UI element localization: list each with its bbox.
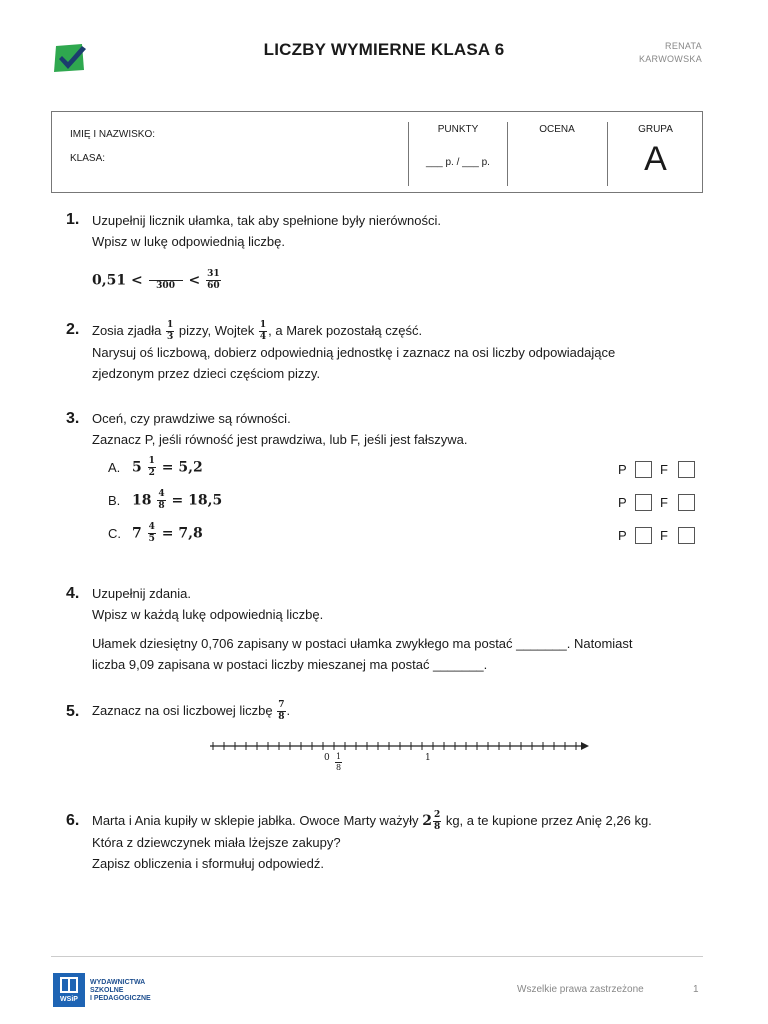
q3-c-true-checkbox[interactable] xyxy=(635,527,652,544)
q4-line4: liczba 9,09 zapisana w postaci liczby mieszanej ma postać _______. xyxy=(92,657,488,672)
q3-item-letter: A. xyxy=(108,460,121,475)
q5-frac-num: 7 xyxy=(278,700,285,711)
q3-b-den: 8 xyxy=(158,501,165,511)
q2-f2-den: 4 xyxy=(259,332,267,343)
q3-b-rhs: = 18,5 xyxy=(171,492,223,509)
author-first-name: RENATA xyxy=(665,41,702,51)
q6-line3: Zapisz obliczenia i sformułuj odpowiedź. xyxy=(92,856,324,872)
number-line[interactable] xyxy=(205,736,595,776)
unit-num: 1 xyxy=(336,752,342,761)
q3-a-false-checkbox[interactable] xyxy=(678,461,695,478)
q3-a-whole: 5 xyxy=(132,459,142,476)
q1-number: 1. xyxy=(66,211,80,228)
q2-f1-num: 1 xyxy=(167,320,174,331)
q2-f1-den: 3 xyxy=(167,332,174,343)
q1-denominator: 300 xyxy=(156,281,175,291)
q2-text-3: , a Marek pozostałą część. xyxy=(268,323,423,338)
author xyxy=(639,40,702,66)
p-label: P xyxy=(618,495,627,510)
q1-fraction xyxy=(206,270,221,291)
q4-line2: Wpisz w każdą lukę odpowiednią liczbę. xyxy=(92,607,324,622)
q3-item-letter: C. xyxy=(108,526,121,541)
q1-line1: Uzupełnij licznik ułamka, tak aby spełnione były nierówności. xyxy=(92,213,442,228)
q3-line1: Oceń, czy prawdziwe są równości. xyxy=(92,411,291,426)
q1-left: 0,51 < xyxy=(92,272,143,289)
points-label: PUNKTY xyxy=(437,124,479,135)
f-label: F xyxy=(660,462,668,477)
publisher-name xyxy=(90,979,151,1003)
q6-whole: 2 xyxy=(422,813,432,829)
publisher-line3: I PEDAGOGICZNE xyxy=(90,995,151,1002)
q4-sentences xyxy=(92,633,633,675)
name-label: IMIĘ I NAZWISKO: xyxy=(70,129,156,140)
q3-a-rhs: = 5,2 xyxy=(161,459,203,476)
q3-item-a xyxy=(108,457,704,483)
q2-text xyxy=(92,320,615,384)
number-line-unit-fraction xyxy=(335,753,342,772)
q5-tail: . xyxy=(286,703,291,718)
q5-fraction xyxy=(277,701,285,722)
q3-item-expression xyxy=(132,490,222,511)
q4-line3: Ułamek dziesiętny 0,706 zapisany w postaci ułamka zwykłego ma postać _______. Natomiast xyxy=(92,636,633,651)
q3-item-c xyxy=(108,523,704,549)
q5-number: 5. xyxy=(66,703,80,720)
q6-text-1: Marta i Ania kupiły w sklepie jabłka. Owoce Marty ważyły xyxy=(92,813,419,828)
q6-text-2: kg, a te kupione przez Anię 2,26 kg. xyxy=(445,813,652,828)
q3-line2: Zaznacz P, jeśli równość jest prawdziwa, lub F, jeśli jest fałszywa. xyxy=(92,432,468,447)
q2-fraction-zosia xyxy=(166,321,174,342)
q3-c-false-checkbox[interactable] xyxy=(678,527,695,544)
publisher-line1: WYDAWNICTWA xyxy=(90,979,146,986)
q4-text xyxy=(92,583,323,625)
q1-inequality xyxy=(92,270,222,291)
grade-label: OCENA xyxy=(539,124,575,135)
q3-text xyxy=(92,408,467,450)
q4-line1: Uzupełnij zdania. xyxy=(92,586,192,601)
p-label: P xyxy=(618,528,627,543)
q3-item-expression xyxy=(132,457,203,478)
student-info-box xyxy=(51,111,703,193)
page-title: LICZBY WYMIERNE KLASA 6 xyxy=(263,40,505,59)
q6-number: 6. xyxy=(66,812,80,829)
q2-f2-num: 1 xyxy=(259,320,267,331)
author-last-name: KARWOWSKA xyxy=(638,54,702,64)
q1-blank-fraction[interactable] xyxy=(149,270,183,291)
q6-frac-num: 2 xyxy=(433,810,441,821)
f-label: F xyxy=(660,528,668,543)
q3-a-num: 1 xyxy=(148,456,155,466)
class-label: KLASA: xyxy=(70,153,106,164)
q1-line2: Wpisz w lukę odpowiednią liczbę. xyxy=(92,234,285,249)
number-line-zero-label: 0 xyxy=(324,753,330,763)
q3-a-den: 2 xyxy=(148,468,155,478)
q1-mid: < xyxy=(188,272,201,289)
q3-b-num: 4 xyxy=(158,489,165,499)
q2-number: 2. xyxy=(66,321,80,338)
group-value: A xyxy=(644,140,667,178)
q4-number: 4. xyxy=(66,585,80,602)
footer-divider xyxy=(51,956,703,957)
q3-c-num: 4 xyxy=(148,522,155,532)
points-value: ___ p. / ___ p. xyxy=(426,157,490,168)
q2-fraction-wojtek xyxy=(259,321,267,342)
q6-text xyxy=(92,810,652,874)
q3-item-letter: B. xyxy=(108,493,121,508)
q3-a-true-checkbox[interactable] xyxy=(635,461,652,478)
q3-c-den: 5 xyxy=(148,534,155,544)
q6-fraction xyxy=(433,811,441,832)
wsip-logo-icon xyxy=(53,973,85,1007)
q5-frac-den: 8 xyxy=(278,712,285,723)
page-number: 1 xyxy=(693,984,699,995)
number-line-one-label: 1 xyxy=(425,753,431,763)
q1-frac-numerator: 31 xyxy=(207,269,220,279)
q3-item-b xyxy=(108,490,704,516)
q6-line2: Która z dziewczynek miała lżejsze zakupy? xyxy=(92,835,341,851)
wsip-mark: WSiP xyxy=(60,996,78,1003)
q3-b-true-checkbox[interactable] xyxy=(635,494,652,511)
q1-frac-denominator: 60 xyxy=(207,281,220,291)
q6-frac-den: 8 xyxy=(433,822,441,833)
q3-b-false-checkbox[interactable] xyxy=(678,494,695,511)
q2-text-2: pizzy, Wojtek xyxy=(178,323,255,338)
q2-line2: Narysuj oś liczbową, dobierz odpowiednią jednostkę i zaznacz na osi liczby odpowiadające xyxy=(92,345,616,361)
q3-number: 3. xyxy=(66,410,80,427)
unit-den: 8 xyxy=(336,763,342,772)
f-label: F xyxy=(660,495,668,510)
q3-b-whole: 18 xyxy=(132,492,152,509)
q5-text xyxy=(92,700,290,722)
p-label: P xyxy=(618,462,627,477)
publisher-line2: SZKOLNE xyxy=(90,987,124,994)
q2-text-1: Zosia zjadła xyxy=(92,323,162,338)
q3-c-rhs: = 7,8 xyxy=(161,525,203,542)
q5-line: Zaznacz na osi liczbowej liczbę xyxy=(92,703,273,718)
q1-text xyxy=(92,210,441,252)
copyright-text: Wszelkie prawa zastrzeżone xyxy=(517,984,644,995)
q2-line3: zjedzonym przez dzieci częściom pizzy. xyxy=(92,366,321,382)
q3-c-whole: 7 xyxy=(132,525,142,542)
group-label: GRUPA xyxy=(638,124,673,135)
q3-item-expression xyxy=(132,523,203,544)
